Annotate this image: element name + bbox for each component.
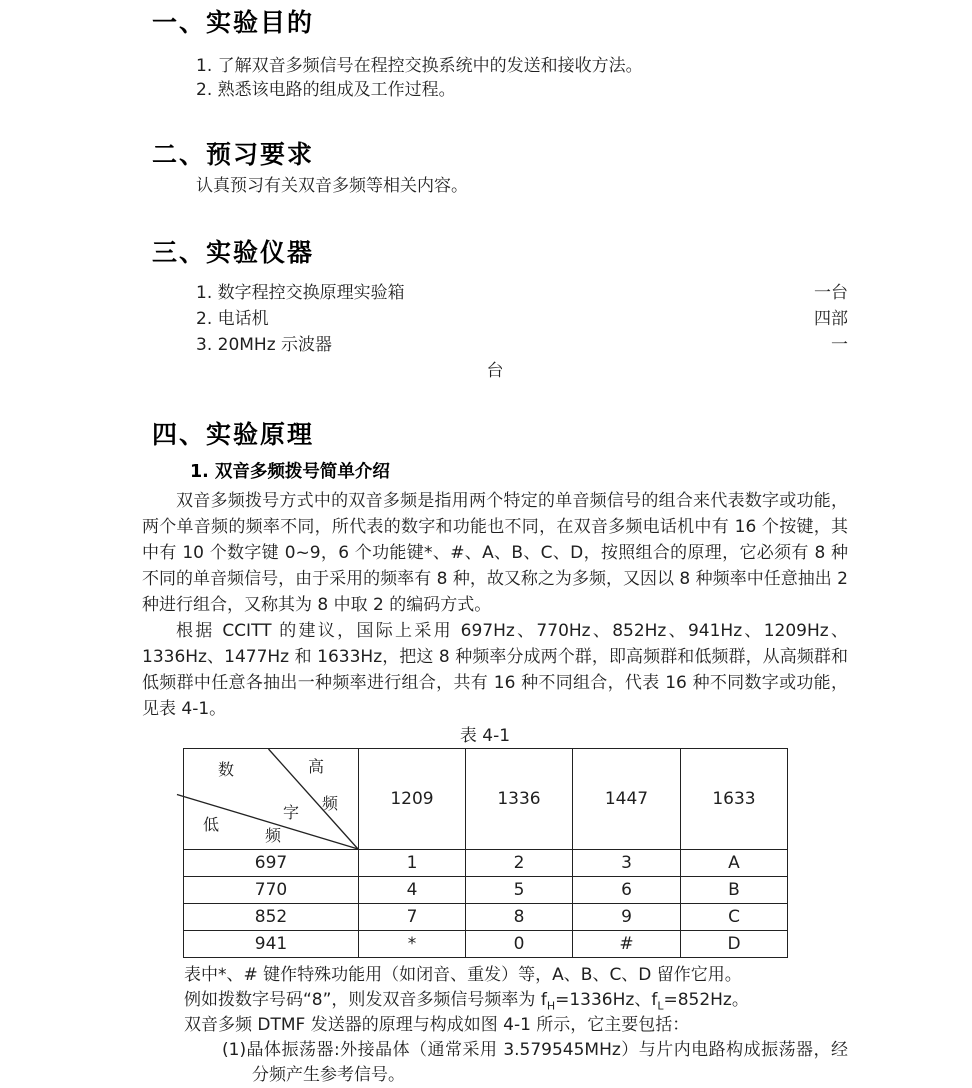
key-cell: * [359, 931, 466, 958]
crystal-oscillator-item: (1)晶体振荡器:外接晶体（通常采用 3.579545MHz）与片内电路构成振荡器，经分频产生参考信号。 [222, 1040, 848, 1085]
corner-label-low-2: 频 [265, 826, 282, 845]
key-cell: # [573, 931, 681, 958]
corner-cell [184, 749, 359, 850]
high-freq-header-cell: 1633 [681, 749, 788, 850]
key-cell: 7 [359, 904, 466, 931]
key-cell: 1 [359, 850, 466, 877]
table-note-example [142, 988, 848, 1013]
low-freq-cell: 697 [184, 850, 359, 877]
instrument-qty: 一台 [814, 283, 848, 303]
key-cell: 9 [573, 904, 681, 931]
instrument-qty: 一 [831, 335, 848, 355]
corner-label-low-1: 低 [203, 815, 220, 834]
instrument-label: 1. 数字程控交换原理实验箱 [196, 283, 405, 303]
table-caption: 表 4-1 [459, 726, 511, 746]
key-cell: 0 [466, 931, 573, 958]
key-cell: 3 [573, 850, 681, 877]
key-cell: 2 [466, 850, 573, 877]
subscript-h: H [546, 999, 556, 1013]
table-row [184, 931, 788, 958]
dtmf-sender-intro: 双音多频 DTMF 发送器的原理与构成如图 4-1 所示，它主要包括： [184, 1015, 690, 1035]
high-freq-header-cell: 1336 [466, 749, 573, 850]
wrapped-qty-text: 台 [486, 361, 504, 381]
instrument-row [196, 332, 848, 358]
instrument-label: 2. 电话机 [196, 309, 269, 329]
low-freq-cell: 852 [184, 904, 359, 931]
note-example-mid: =1336Hz、f [555, 990, 658, 1010]
key-cell: A [681, 850, 788, 877]
key-cell: B [681, 877, 788, 904]
section2-heading: 二、预习要求 [152, 140, 315, 169]
section1-heading: 一、实验目的 [152, 8, 315, 37]
dtmf-frequency-table [183, 748, 788, 958]
instrument-list [196, 280, 848, 358]
section4-heading: 四、实验原理 [152, 420, 315, 449]
corner-label-high-2: 频 [322, 794, 339, 813]
dtmf-subheading: 1. 双音多频拨号简单介绍 [190, 462, 390, 482]
table-header-row [184, 749, 788, 850]
note-example-pre: 例如拨数字号码“8”，则发双音多频信号频率为 f [184, 990, 547, 1010]
instrument-row [196, 306, 848, 332]
corner-label-digit-2: 字 [283, 803, 300, 822]
instrument-label: 3. 20MHz 示波器 [196, 335, 333, 355]
instrument-qty: 四部 [814, 309, 848, 329]
purpose-item: 2. 熟悉该电路的组成及工作过程。 [196, 80, 456, 100]
principle-paragraph-2: 根据 CCITT 的建议，国际上采用 697Hz、770Hz、852Hz、941Hz、1209Hz、1336Hz、1477Hz 和 1633Hz，把这 8 种频率分成两个群，即高频群和低频群，从高频群和低频群中任意各抽出一种频率进行组合，共有 16 种不同组合，代表 16 种不同数字或功能，见表 4-1。 [142, 621, 848, 719]
table-row [184, 904, 788, 931]
instrument-row [196, 280, 848, 306]
key-cell: 4 [359, 877, 466, 904]
corner-label-high-1: 高 [308, 757, 325, 776]
note-example-post: =852Hz。 [663, 990, 749, 1010]
high-freq-header-cell: 1447 [573, 749, 681, 850]
purpose-item: 1. 了解双音多频信号在程控交换系统中的发送和接收方法。 [196, 56, 643, 76]
table-note-special-keys: 表中*、# 键作特殊功能用（如闭音、重发）等，A、B、C、D 留作它用。 [184, 965, 742, 985]
key-cell: 5 [466, 877, 573, 904]
key-cell: D [681, 931, 788, 958]
preview-requirement-text: 认真预习有关双音多频等相关内容。 [196, 176, 468, 196]
key-cell: 8 [466, 904, 573, 931]
key-cell: 6 [573, 877, 681, 904]
table-row [184, 850, 788, 877]
low-freq-cell: 941 [184, 931, 359, 958]
subscript-l: L [657, 999, 664, 1013]
high-freq-header-cell: 1209 [359, 749, 466, 850]
corner-label-digit-1: 数 [218, 760, 235, 779]
key-cell: C [681, 904, 788, 931]
section3-heading: 三、实验仪器 [152, 238, 315, 267]
low-freq-cell: 770 [184, 877, 359, 904]
table-row [184, 877, 788, 904]
principle-paragraph-1: 双音多频拨号方式中的双音多频是指用两个特定的单音频信号的组合来代表数字或功能，两个单音频的频率不同，所代表的数字和功能也不同，在双音多频电话机中有 16 个按键，其中有 10 个数字键 0~9，6 个功能键*、#、A、B、C、D，按照组合的原理，它必须有 8 种不同的单音频信号，由于采用的频率有 8 种，故又称之为多频，又因以 8 种频率中任意抽出 2 种进行组合，又称其为 8 中取 2 的编码方式。 [142, 491, 848, 615]
purpose-list [196, 54, 848, 102]
